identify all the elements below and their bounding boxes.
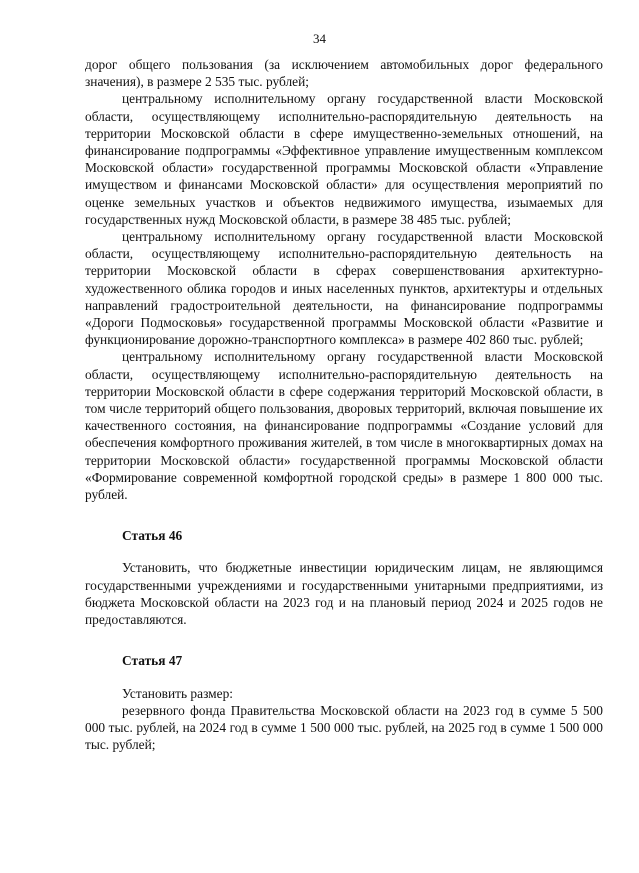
article-47-reserve-fund: резервного фонда Правительства Московской области на 2023 год в сумме 5 500 000 тыс. рублей, на 2024 год в сумме 1 500 000 тыс. рублей, на 2025 год в сумме 1 500 000 тыс. рублей; xyxy=(85,702,603,753)
article-46-heading: Статья 46 xyxy=(122,528,183,544)
article-47-intro: Установить размер: xyxy=(122,685,234,701)
paragraph-territory-maintenance: центральному исполнительному органу государственной власти Московской области, осуществляющему исполнительно-распорядительную деятельность на территории Московской области в сфере содержания территорий Московской области, в том числе территорий общего пользования, дворовых территорий, включая повышение их качественного состояния, на финансирование подпрограммы «Создание условий для обеспечения комфортного проживания жителей, в том числе в многоквартирных домах на территории Московской области» государственной программы Московской области «Формирование современной комфортной городской среды» в размере 1 800 000 тыс. рублей. xyxy=(85,349,603,503)
document-body xyxy=(85,56,603,753)
paragraph-roads: дорог общего пользования (за исключением автомобильных дорог федерального значения), в размере 2 535 тыс. рублей; xyxy=(85,57,603,90)
paragraph-property-management: центральному исполнительному органу государственной власти Московской области, осуществляющему исполнительно-распорядительную деятельность на территории Московской области в сфере имущественно-земельных отношений, на финансирование подпрограммы «Эффективное управление имущественным комплексом Московской области» государственной программы Московской области «Управление имуществом и финансами Московской области» для осуществления мероприятий по оценке земельных участков и объектов недвижимого имущества, изымаемых для государственных нужд Московской области, в размере 38 485 тыс. рублей; xyxy=(85,91,603,227)
paragraph-architecture: центральному исполнительному органу государственной власти Московской области, осуществляющему исполнительно-распорядительную деятельность на территории Московской области в сферах совершенствования архитектурно-художественного облика городов и иных населенных пунктов, архитектуры и отдельных направлений градостроительной деятельности, на финансирование подпрограммы «Дороги Подмосковья» государственной программы Московской области «Развитие и функционирование дорожно-транспортного комплекса» в размере 402 860 тыс. рублей; xyxy=(85,229,603,348)
page-number: 34 xyxy=(313,31,326,46)
article-47-heading: Статья 47 xyxy=(122,653,183,669)
article-46-text: Установить, что бюджетные инвестиции юридическим лицам, не являющимся государственными учреждениями и государственными унитарными предприятиями, из бюджета Московской области на 2023 год и на плановый период 2024 и 2025 годов не предоставляются. xyxy=(85,560,603,628)
